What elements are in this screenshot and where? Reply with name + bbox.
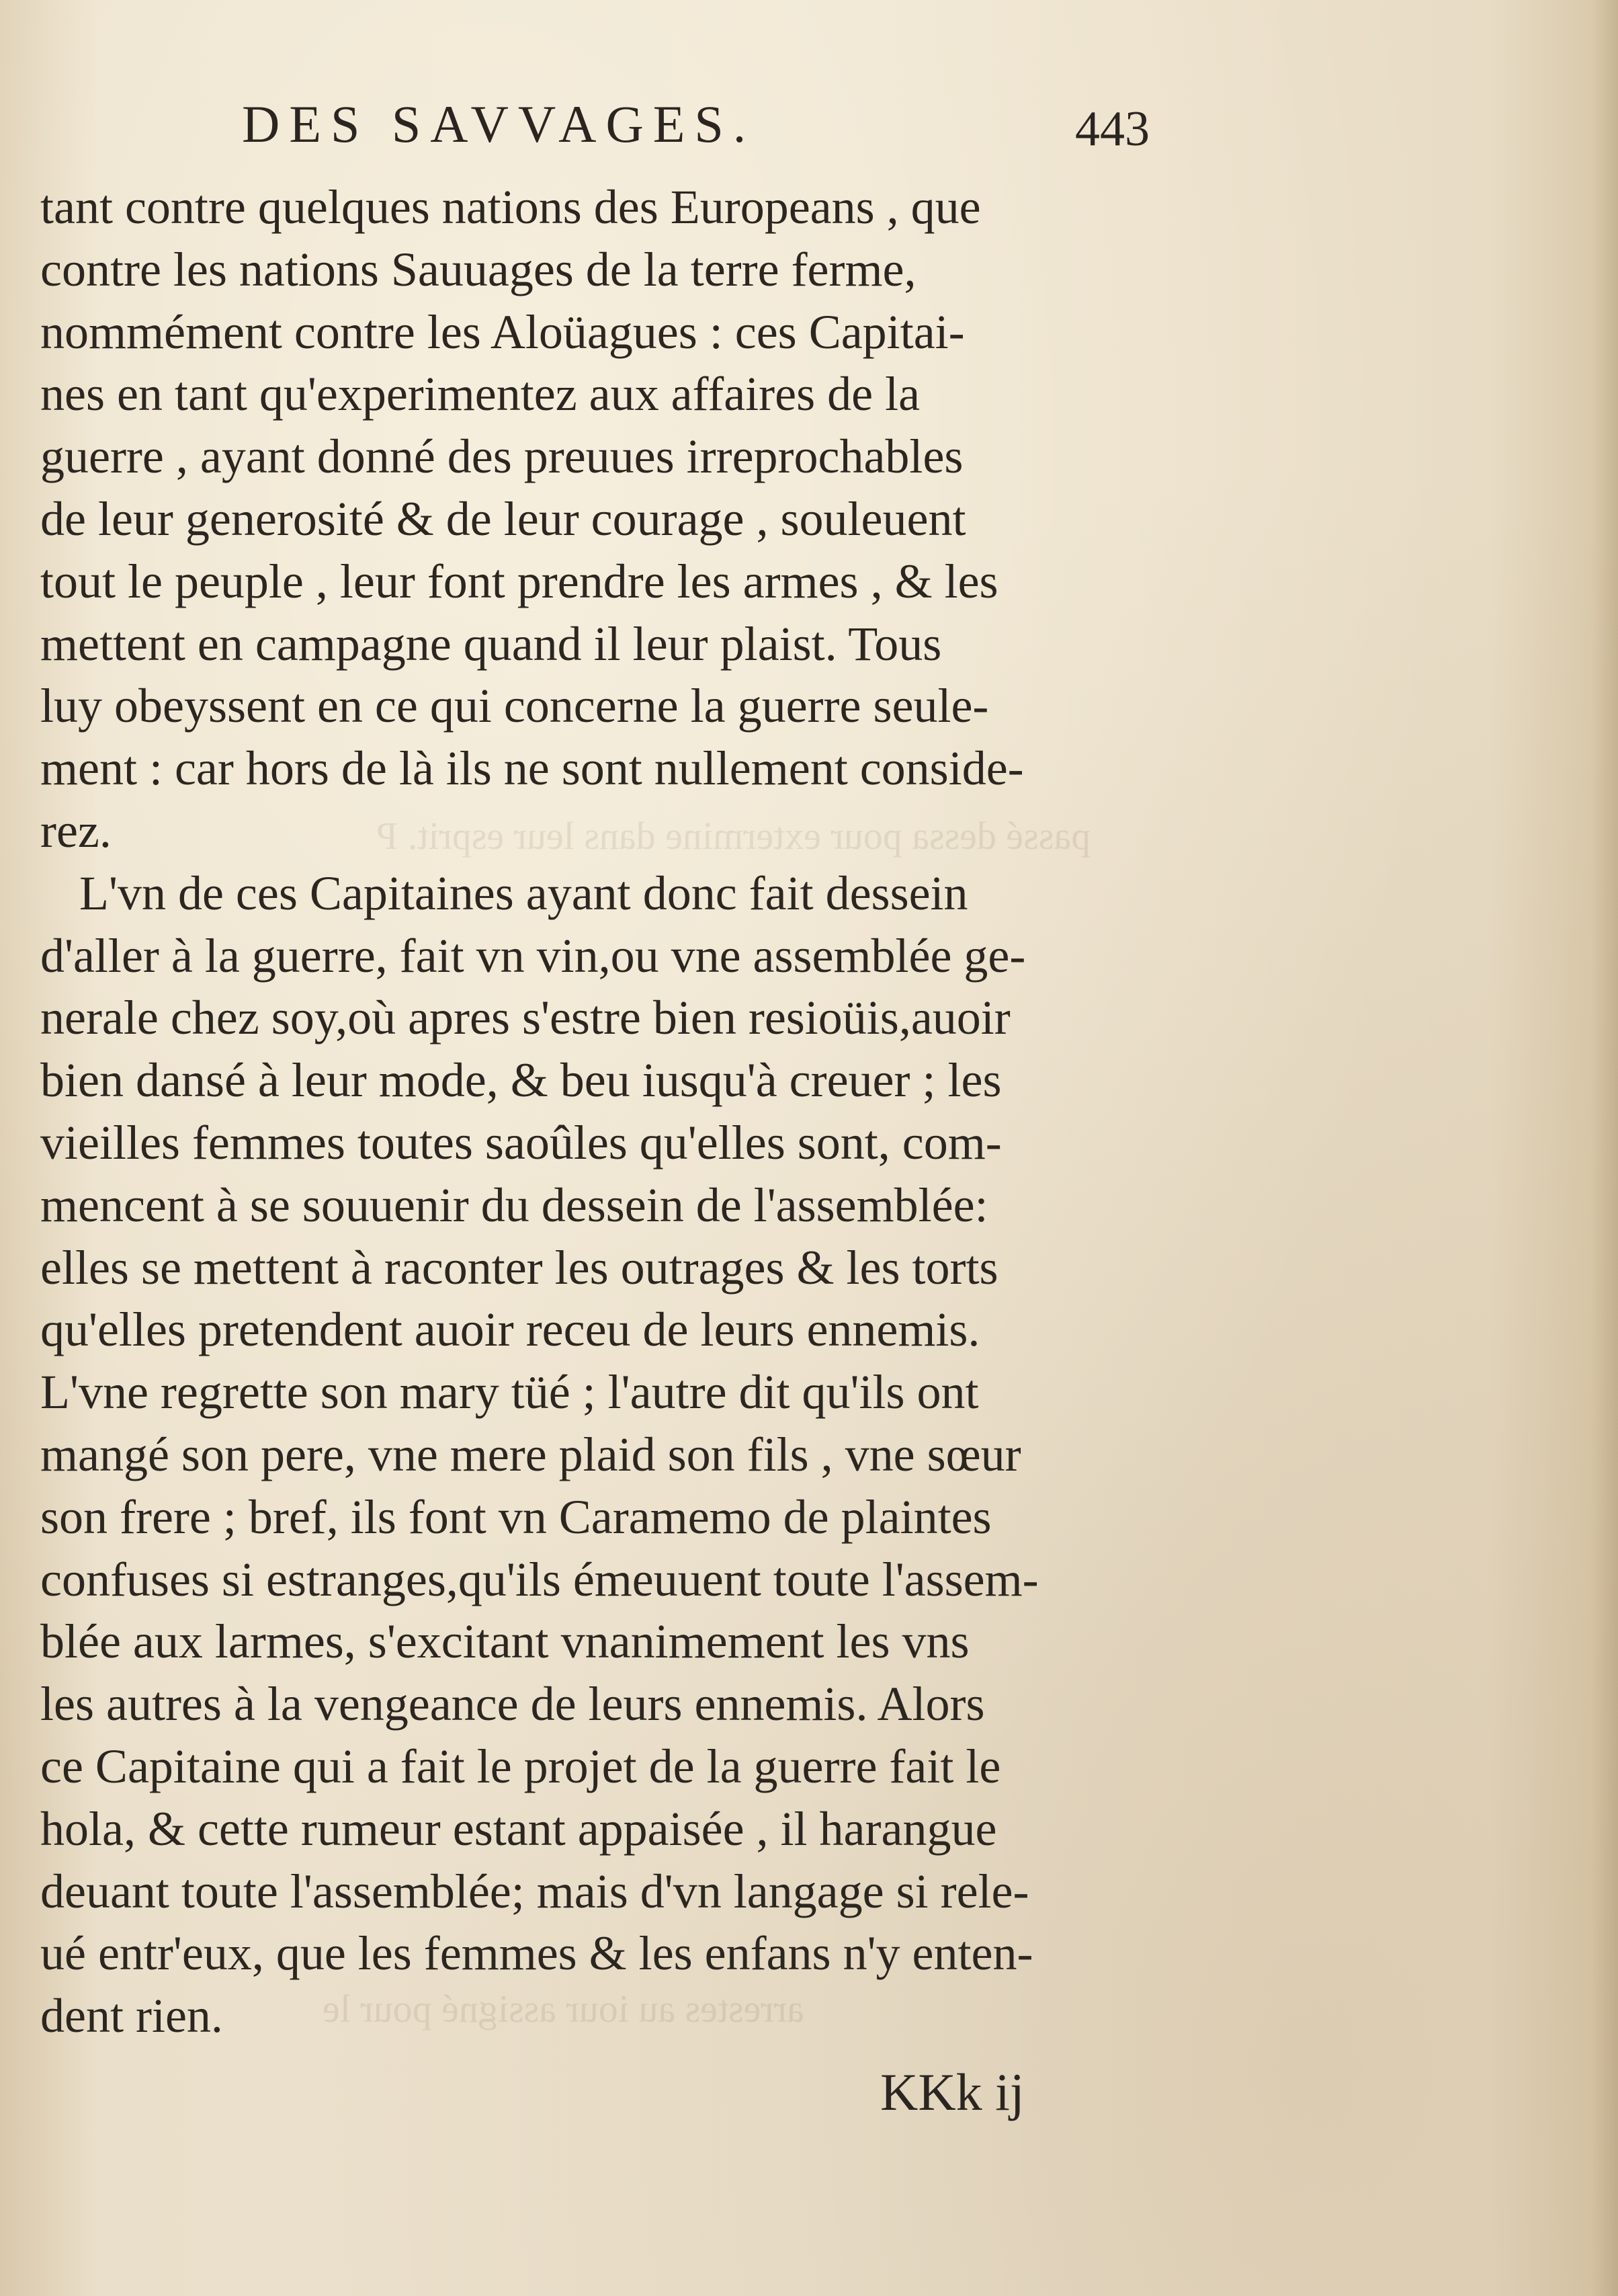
text-line: son frere ; bref, ils font vn Caramemo de plaintes xyxy=(40,1489,992,1544)
text-line: mencent à se souuenir du dessein de l'assemblée: xyxy=(40,1178,988,1232)
text-line: d'aller à la guerre, fait vn vin,ou vne assemblée ge- xyxy=(40,928,1026,983)
text-line: rez. xyxy=(40,803,112,858)
paragraph-2 xyxy=(40,862,1183,2047)
text-line: L'vn de ces Capitaines ayant donc fait dessein xyxy=(79,866,968,920)
text-line: qu'elles pretendent auoir receu de leurs ennemis. xyxy=(40,1303,980,1357)
text-line: tant contre quelques nations des Europeans , que xyxy=(40,180,981,234)
text-line: tout le peuple , leur font prendre les armes , & les xyxy=(40,554,998,608)
text-line: confuses si estranges,qu'ils émeuuent toute l'assem- xyxy=(40,1552,1039,1606)
page-edge-shadow xyxy=(1591,0,1618,2296)
show-through-text: arrestes au iour assigné pour le xyxy=(323,1987,804,2031)
text-line: L'vne regrette son mary tüé ; l'autre dit qu'ils ont xyxy=(40,1365,979,1420)
signature-mark: KKk ij xyxy=(880,2063,1025,2121)
text-line: luy obeyssent en ce qui concerne la guerre seule- xyxy=(40,679,989,733)
text-line: blée aux larmes, s'excitant vnanimement les vns xyxy=(40,1614,970,1669)
text-line: ce Capitaine qui a fait le projet de la guerre fait le xyxy=(40,1739,1001,1793)
text-line: bien dansé à leur mode, & beu iusqu'à creuer ; les xyxy=(40,1053,1002,1108)
body-text xyxy=(40,176,1183,2047)
text-line: ment : car hors de là ils ne sont nullement conside- xyxy=(40,741,1024,796)
text-line: mangé son pere, vne mere plaid son fils , vne sœur xyxy=(40,1427,1021,1481)
text-line: de leur generosité & de leur courage , souleuent xyxy=(40,491,966,546)
page-number: 443 xyxy=(1075,101,1150,157)
running-head: DES SAVVAGES. xyxy=(242,95,756,153)
text-line: dent rien. xyxy=(40,1989,223,2043)
text-line: vieilles femmes toutes saoûles qu'elles sont, com- xyxy=(40,1115,1002,1170)
paragraph-1 xyxy=(40,176,1183,862)
show-through-text: passé dessa pour extermine dans leur esprit. P xyxy=(376,814,1091,858)
text-line: nes en tant qu'experimentez aux affaires de la xyxy=(40,367,921,421)
text-line: ué entr'eux, que les femmes & les enfans n'y enten- xyxy=(40,1926,1033,1981)
text-line: elles se mettent à raconter les outrages & les torts xyxy=(40,1240,998,1295)
text-line: nommément contre les Aloüagues : ces Capitai- xyxy=(40,304,965,359)
text-line: hola, & cette rumeur estant appaisée , il harangue xyxy=(40,1801,997,1856)
text-line: contre les nations Sauuages de la terre ferme, xyxy=(40,242,917,296)
text-line: nerale chez soy,où apres s'estre bien resioüis,auoir xyxy=(40,991,1011,1045)
text-line: mettent en campagne quand il leur plaist. Tous xyxy=(40,616,942,671)
text-line: les autres à la vengeance de leurs ennemis. Alors xyxy=(40,1677,985,1731)
text-line: guerre , ayant donné des preuues irreprochables xyxy=(40,429,964,484)
text-line: deuant toute l'assemblée; mais d'vn langage si rele- xyxy=(40,1864,1029,1918)
